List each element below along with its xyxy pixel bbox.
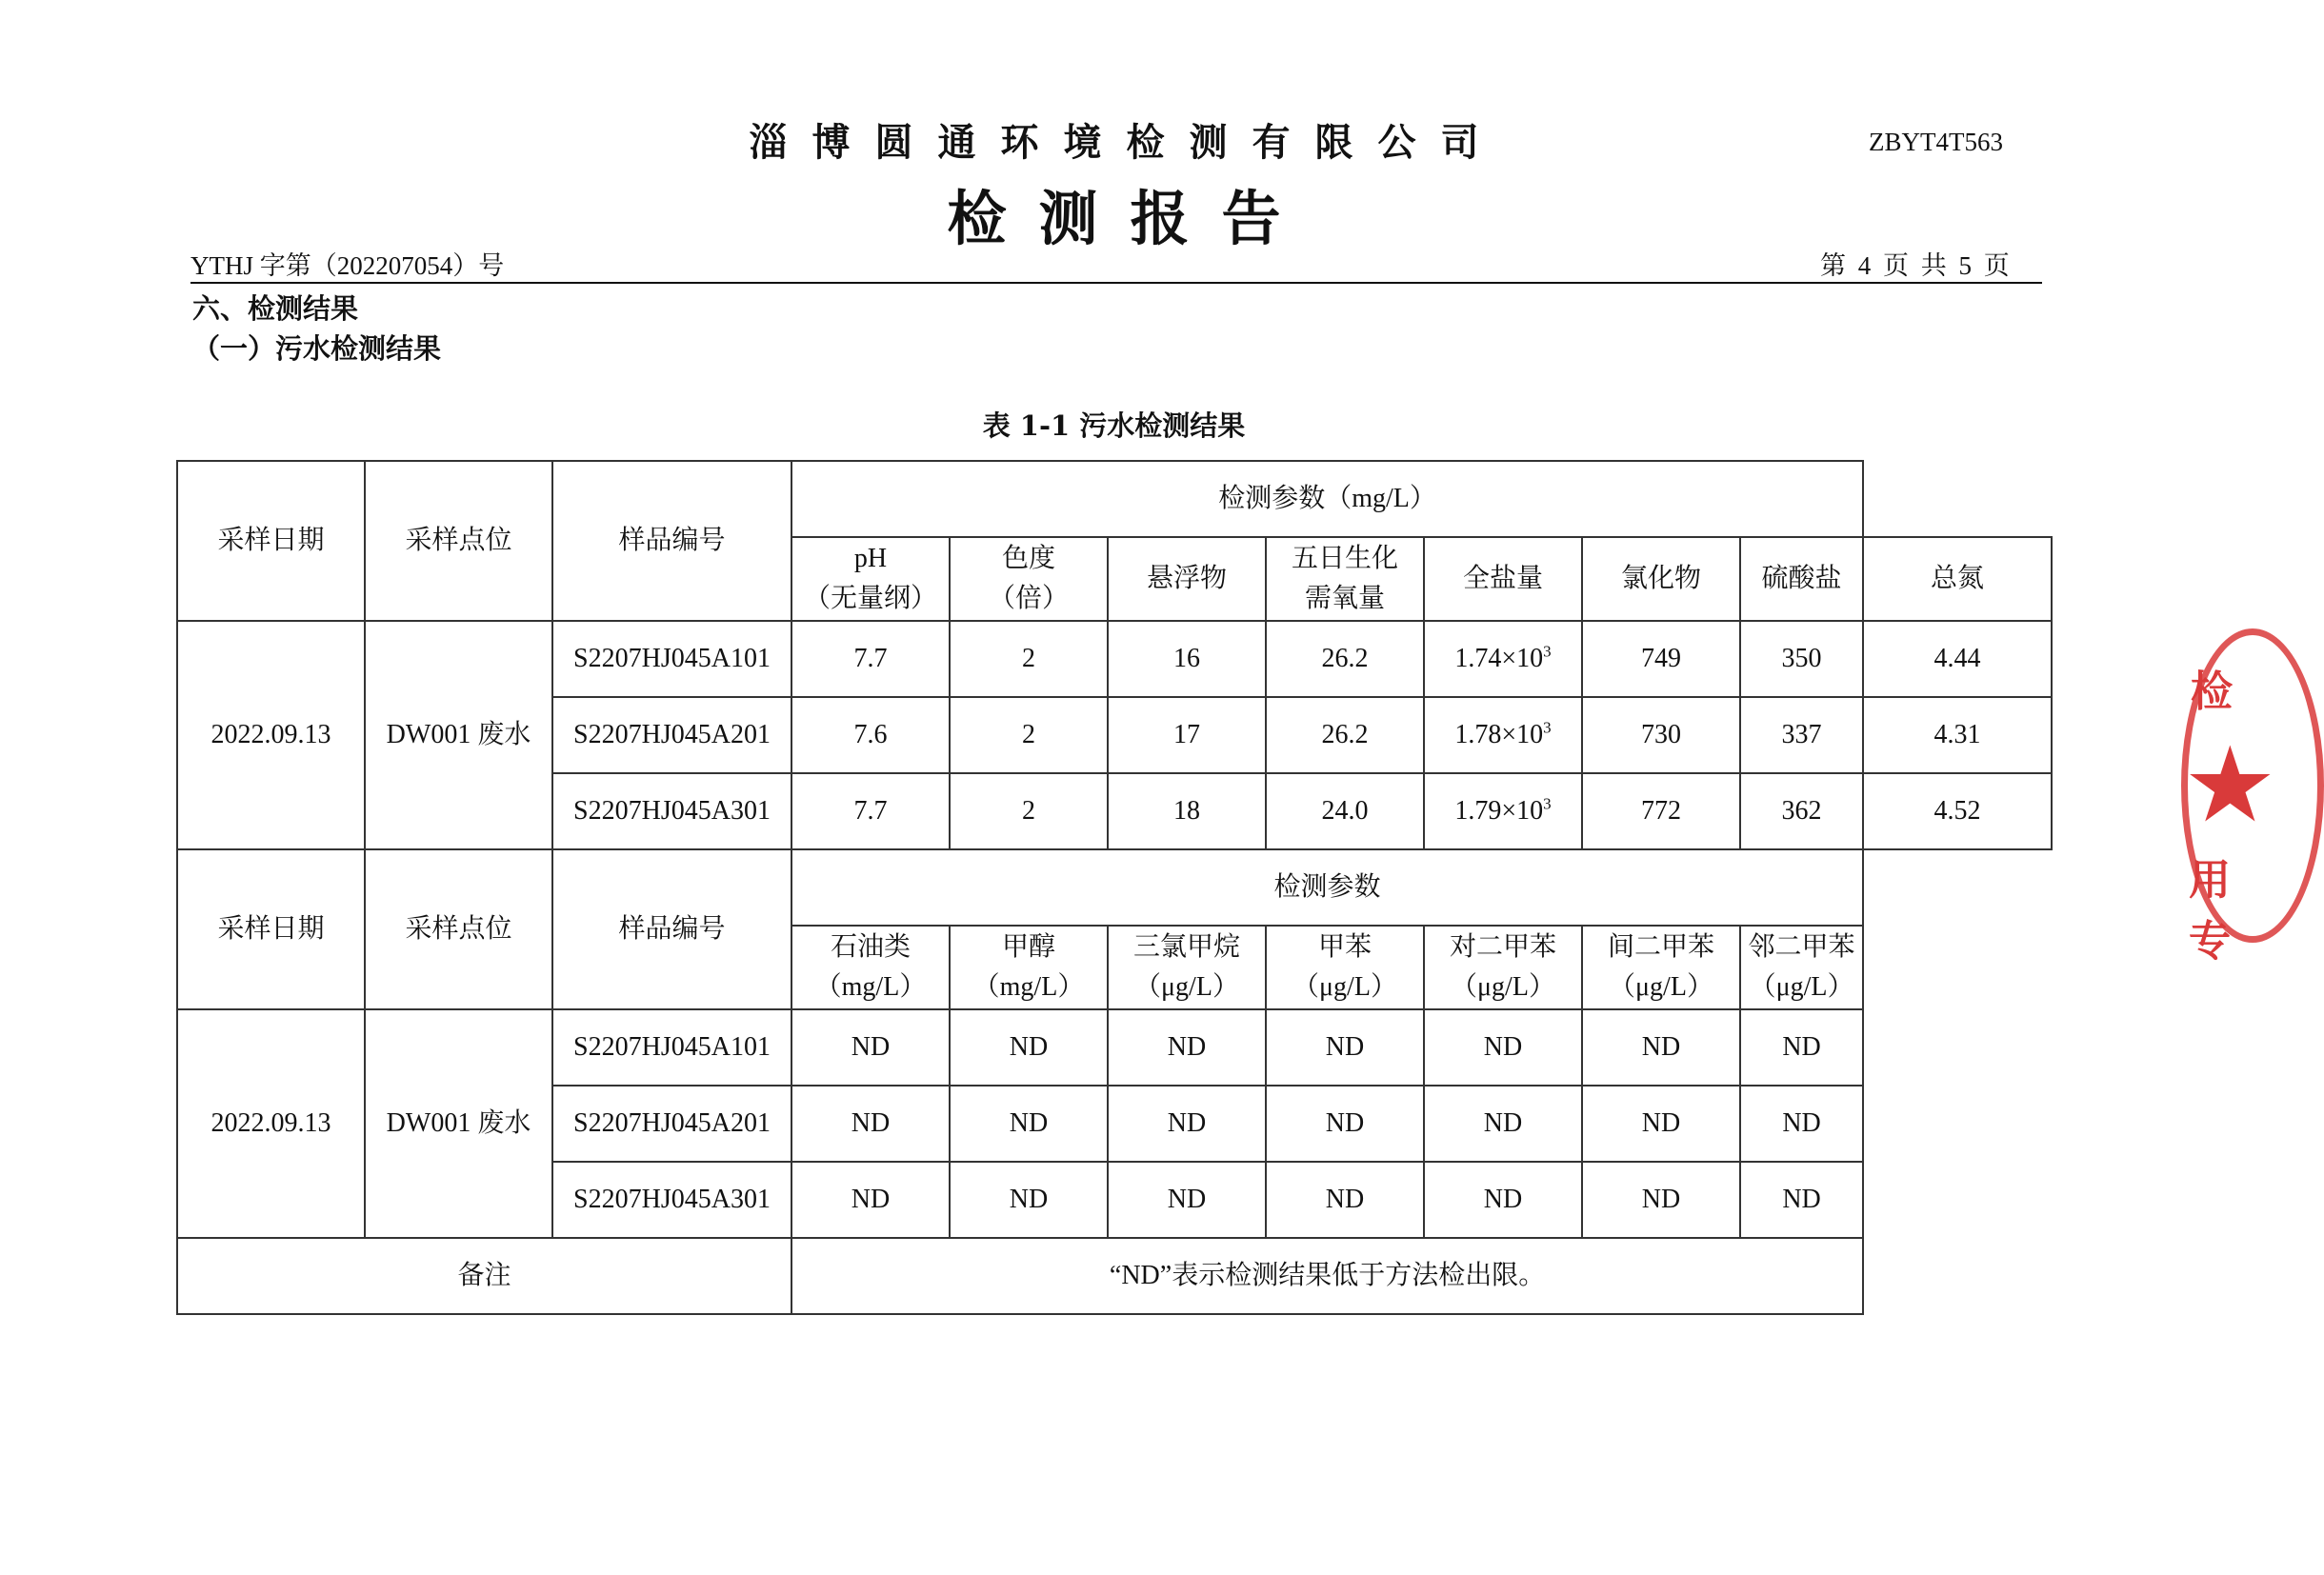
param-header-chloroform: 三氯甲烷 （μg/L）	[1108, 926, 1266, 1009]
value-cell: $1.79\times 10^3$	[1424, 773, 1582, 849]
parameter-group-title: 检测参数	[791, 849, 1863, 926]
param-header-suspended-solids: 悬浮物	[1108, 537, 1266, 621]
value-cell: ND	[1740, 1162, 1863, 1238]
sample-number-cell: S2207HJ045A301	[552, 773, 791, 849]
table-row	[177, 1009, 2052, 1086]
header-sampling-date: 采样日期	[177, 461, 365, 621]
value-cell: 4.31	[1863, 697, 2052, 773]
value-cell: ND	[1108, 1086, 1266, 1162]
header-divider	[190, 282, 2042, 284]
value-cell: ND	[1108, 1009, 1266, 1086]
document-number: YTHJ 字第（202207054）号	[190, 251, 505, 280]
value-cell: ND	[950, 1086, 1108, 1162]
value-cell: ND	[1266, 1086, 1424, 1162]
header-sampling-date: 采样日期	[177, 849, 365, 1009]
value-cell: ND	[1424, 1086, 1582, 1162]
value-cell: 337	[1740, 697, 1863, 773]
sample-number-cell: S2207HJ045A301	[552, 1162, 791, 1238]
header-sampling-point: 采样点位	[365, 849, 552, 1009]
value-cell: 18	[1108, 773, 1266, 849]
table-caption: 表 1-1 污水检测结果	[982, 409, 1246, 442]
sample-number-cell: S2207HJ045A201	[552, 1086, 791, 1162]
value-cell: ND	[950, 1009, 1108, 1086]
value-cell: 730	[1582, 697, 1740, 773]
subsection-heading: （一）污水检测结果	[192, 332, 442, 365]
seal-star-icon: ★	[2183, 728, 2277, 844]
value-cell: ND	[1108, 1162, 1266, 1238]
value-cell: ND	[1424, 1162, 1582, 1238]
sample-number-cell: S2207HJ045A101	[552, 1009, 791, 1086]
param-header-p-xylene: 对二甲苯 （μg/L）	[1424, 926, 1582, 1009]
value-cell: 4.52	[1863, 773, 2052, 849]
value-cell: 16	[1108, 621, 1266, 697]
remark-row	[177, 1238, 2052, 1314]
value-cell: 350	[1740, 621, 1863, 697]
param-header-methanol: 甲醇 （mg/L）	[950, 926, 1108, 1009]
seal-text-bottom: 用专	[2189, 856, 2231, 966]
table-row	[177, 621, 2052, 697]
value-cell: 2	[950, 697, 1108, 773]
value-cell: ND	[1424, 1009, 1582, 1086]
value-cell: ND	[791, 1086, 950, 1162]
param-header-total-salt: 全盐量	[1424, 537, 1582, 621]
value-cell: 7.7	[791, 773, 950, 849]
value-cell: ND	[1266, 1009, 1424, 1086]
sampling-date-cell: 2022.09.13	[177, 1009, 365, 1238]
parameter-group-title: 检测参数（mg/L）	[791, 461, 1863, 537]
param-header-ph: pH （无量纲）	[791, 537, 950, 621]
sample-number-cell: S2207HJ045A201	[552, 697, 791, 773]
header-sampling-point: 采样点位	[365, 461, 552, 621]
param-header-o-xylene: 邻二甲苯 （μg/L）	[1740, 926, 1863, 1009]
value-cell: ND	[1582, 1009, 1740, 1086]
sampling-date-cell: 2022.09.13	[177, 621, 365, 849]
value-cell: 2	[950, 773, 1108, 849]
value-cell: 2	[950, 621, 1108, 697]
value-cell: ND	[1740, 1009, 1863, 1086]
param-header-toluene: 甲苯 （μg/L）	[1266, 926, 1424, 1009]
value-cell: ND	[1266, 1162, 1424, 1238]
value-cell: ND	[1582, 1086, 1740, 1162]
sample-number-cell: S2207HJ045A101	[552, 621, 791, 697]
results-table	[176, 460, 2053, 1315]
value-cell: $1.74\times 10^3$	[1424, 621, 1582, 697]
sampling-point-cell: DW001 废水	[365, 1009, 552, 1238]
remark-text: “ND”表示检测结果低于方法检出限。	[791, 1238, 1863, 1314]
value-cell: ND	[950, 1162, 1108, 1238]
param-header-petroleum: 石油类 （mg/L）	[791, 926, 950, 1009]
value-cell: ND	[1740, 1086, 1863, 1162]
param-header-sulfate: 硫酸盐	[1740, 537, 1863, 621]
value-cell: 26.2	[1266, 697, 1424, 773]
param-header-total-nitrogen: 总氮	[1863, 537, 2052, 621]
param-header-m-xylene: 间二甲苯 （μg/L）	[1582, 926, 1740, 1009]
sampling-point-cell: DW001 废水	[365, 621, 552, 849]
value-cell: ND	[791, 1009, 950, 1086]
section-heading: 六、检测结果	[192, 292, 359, 325]
value-cell: ND	[791, 1162, 950, 1238]
value-cell: 362	[1740, 773, 1863, 849]
param-header-chloride: 氯化物	[1582, 537, 1740, 621]
report-code: ZBYT4T563	[1869, 128, 2003, 156]
value-cell: $1.78\times 10^3$	[1424, 697, 1582, 773]
value-cell: 7.6	[791, 697, 950, 773]
value-cell: 749	[1582, 621, 1740, 697]
value-cell: 24.0	[1266, 773, 1424, 849]
report-title: 检测报告	[947, 184, 1313, 253]
value-cell: ND	[1582, 1162, 1740, 1238]
value-cell: 26.2	[1266, 621, 1424, 697]
value-cell: 17	[1108, 697, 1266, 773]
value-cell: 772	[1582, 773, 1740, 849]
page-number: 第 4 页 共 5 页	[1820, 251, 2010, 280]
header-sample-number: 样品编号	[552, 849, 791, 1009]
header-sample-number: 样品编号	[552, 461, 791, 621]
remark-label: 备注	[177, 1238, 791, 1314]
value-cell: 4.44	[1863, 621, 2052, 697]
param-header-color: 色度 （倍）	[950, 537, 1108, 621]
param-header-bod5: 五日生化 需氧量	[1266, 537, 1424, 621]
company-name: 淄博圆通环境检测有限公司	[749, 120, 1504, 165]
value-cell: 7.7	[791, 621, 950, 697]
seal-text-top: 检	[2191, 668, 2233, 716]
